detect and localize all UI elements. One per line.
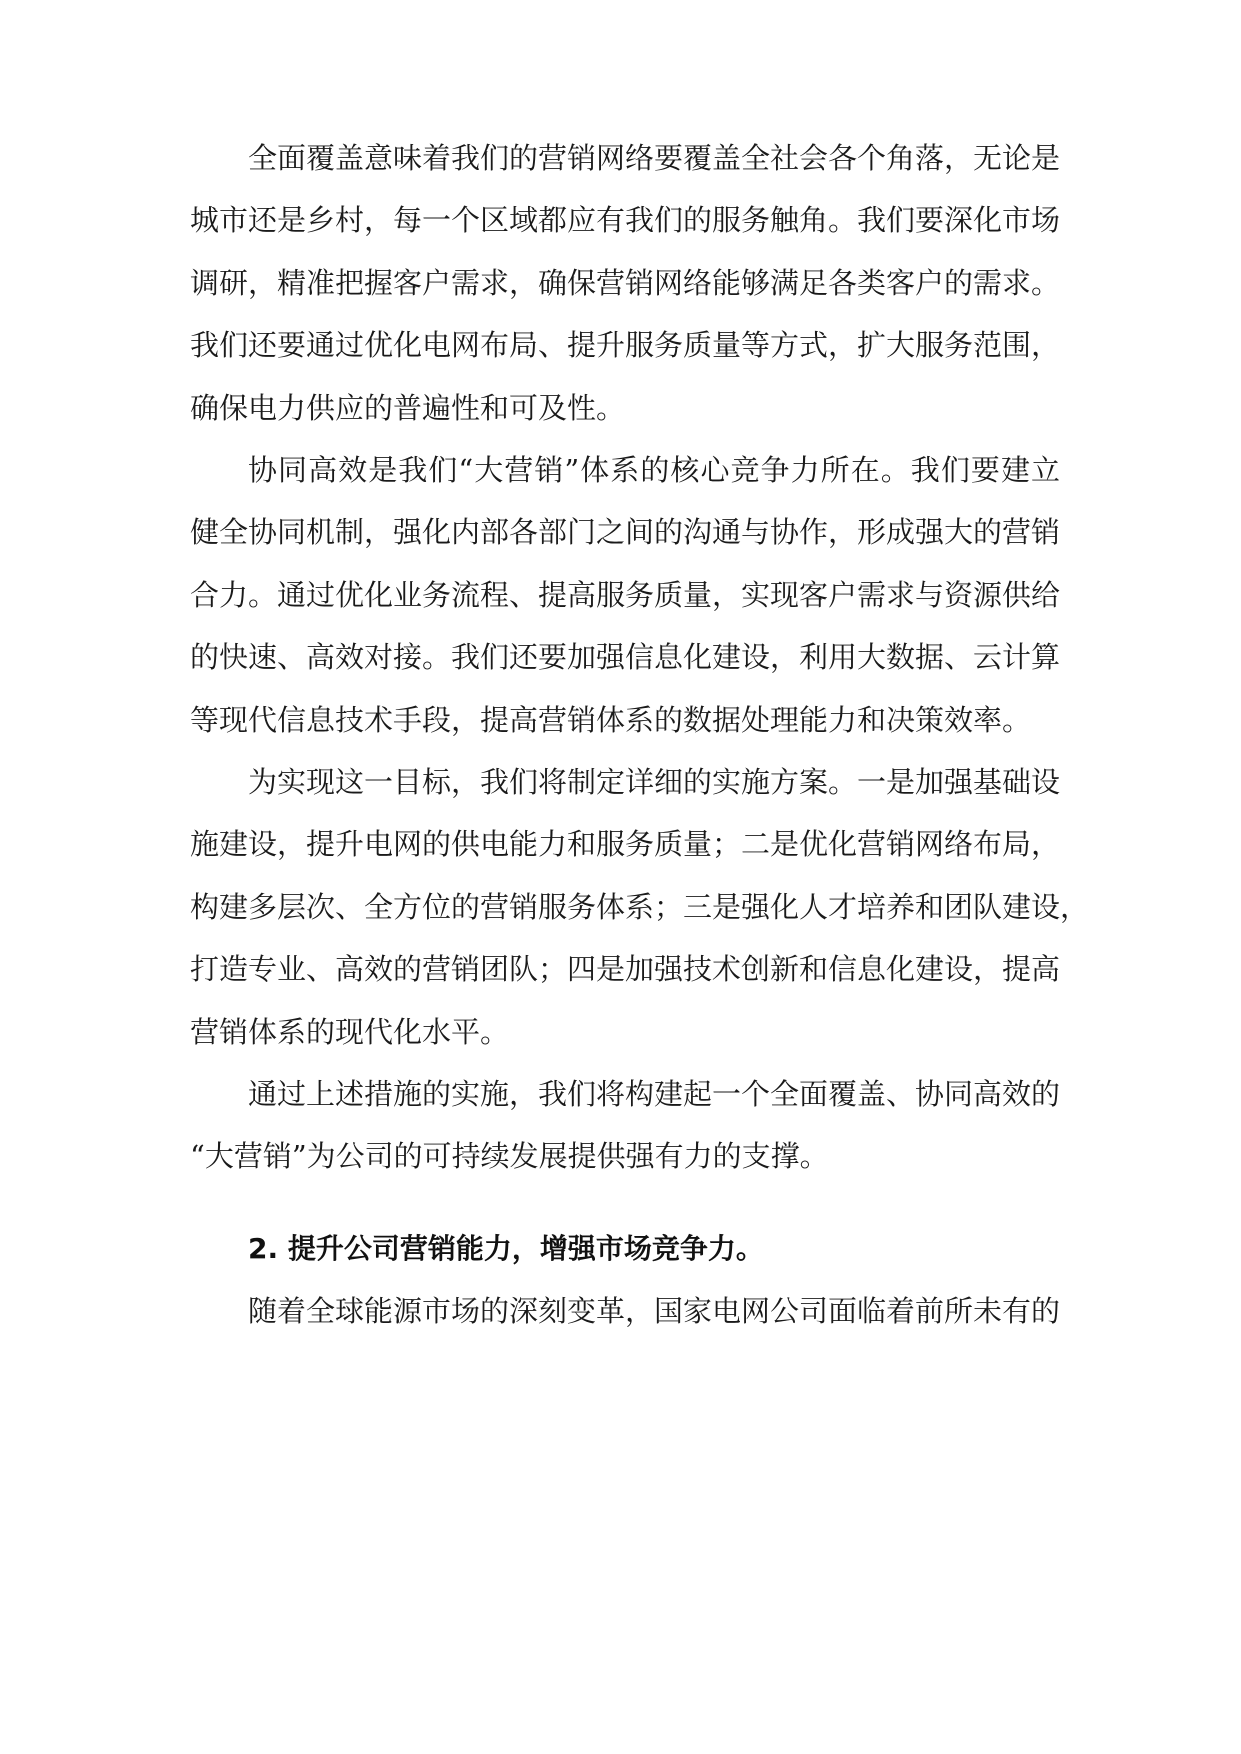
paragraph-line: 为实现这一目标，我们将制定详细的实施方案。一是加强基础设: [248, 765, 1061, 799]
paragraph-line: 城市还是乡村，每一个区域都应有我们的服务触角。我们要深化市场: [190, 203, 1061, 237]
paragraph-line: 通过上述措施的实施，我们将构建起一个全面覆盖、协同高效的: [248, 1077, 1061, 1111]
paragraph-line: 构建多层次、全方位的营销服务体系；三是强化人才培养和团队建设，: [190, 890, 1090, 924]
paragraph-line: 协同高效是我们“大营销”体系的核心竞争力所在。我们要建立: [248, 453, 1060, 487]
paragraph-line: 的快速、高效对接。我们还要加强信息化建设，利用大数据、云计算: [190, 640, 1061, 674]
section-heading: 2. 提升公司营销能力，增强市场竞争力。: [248, 1232, 764, 1265]
paragraph-line: 随着全球能源市场的深刻变革，国家电网公司面临着前所未有的: [248, 1294, 1061, 1328]
paragraph-line: 营销体系的现代化水平。: [190, 1015, 510, 1049]
paragraph-line: 调研，精准把握客户需求，确保营销网络能够满足各类客户的需求。: [190, 266, 1061, 300]
paragraph-line: 打造专业、高效的营销团队；四是加强技术创新和信息化建设，提高: [190, 952, 1061, 986]
paragraph-line: 施建设，提升电网的供电能力和服务质量；二是优化营销网络布局，: [190, 827, 1061, 861]
paragraph-line: 等现代信息技术手段，提高营销体系的数据处理能力和决策效率。: [190, 703, 1032, 737]
paragraph-line: 合力。通过优化业务流程、提高服务质量，实现客户需求与资源供给: [190, 578, 1061, 612]
paragraph-line: 健全协同机制，强化内部各部门之间的沟通与协作，形成强大的营销: [190, 515, 1061, 549]
paragraph-line: 确保电力供应的普遍性和可及性。: [190, 391, 626, 425]
paragraph-line: “大营销”为公司的可持续发展提供强有力的支撑。: [190, 1139, 829, 1173]
paragraph-line: 我们还要通过优化电网布局、提升服务质量等方式，扩大服务范围，: [190, 328, 1061, 362]
paragraph-line: 全面覆盖意味着我们的营销网络要覆盖全社会各个角落，无论是: [248, 141, 1061, 175]
